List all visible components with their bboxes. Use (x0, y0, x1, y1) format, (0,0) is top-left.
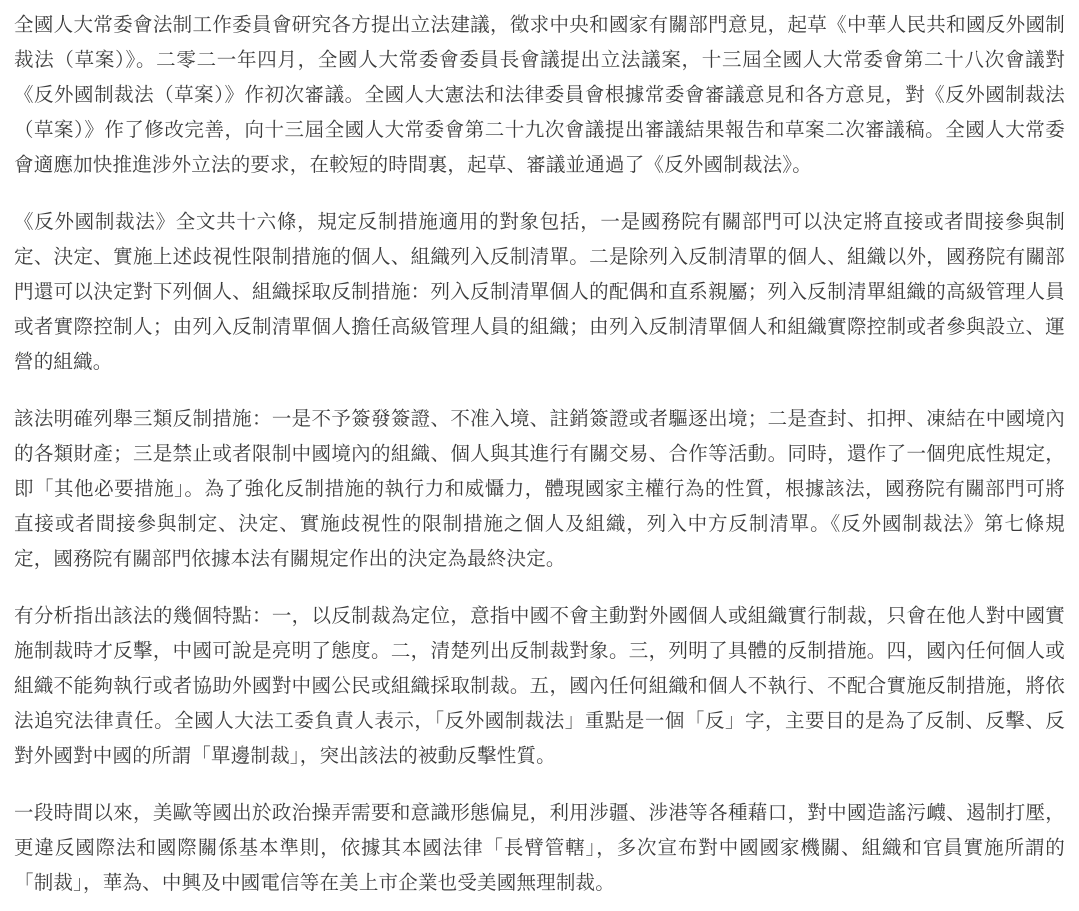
paragraph: 全國人大常委會法制工作委員會研究各方提出立法建議，徵求中央和國家有關部門意見，起草《中華人民共和國反外國制裁法（草案）》。二零二一年四月，全國人大常委會委員長會議提出立法議案，十三屆全國人大常委會第二十八次會議對《反外國制裁法（草案）》作初次審議。全國人大憲法和法律委員會根據常委會審議意見和各方意見，對《反外國制裁法（草案）》作了修改完善，向十三屆全國人大常委會第二十九次會議提出審議結果報告和草案二次審議稿。全國人大常委會適應加快推進涉外立法的要求，在較短的時間裏，起草、審議並通過了《反外國制裁法》。 (14, 15, 1065, 176)
paragraph: 該法明確列舉三類反制措施：一是不予簽發簽證、不准入境、註銷簽證或者驅逐出境；二是查封、扣押、凍結在中國境內的各類財產；三是禁止或者限制中國境內的組織、個人與其進行有關交易、合作等活動。同時，還作了一個兜底性規定，即「其他必要措施」。為了強化反制措施的執行力和威懾力，體現國家主權行為的性質，根據該法，國務院有關部門可將直接或者間接參與制定、決定、實施歧視性的限制措施之個人及組織，列入中方反制清單。《反外國制裁法》第七條規定，國務院有關部門依據本法有關規定作出的決定為最終決定。 (14, 409, 1065, 570)
paragraph: 有分析指出該法的幾個特點：一，以反制裁為定位，意指中國不會主動對外國個人或組織實行制裁，只會在他人對中國實施制裁時才反擊，中國可說是亮明了態度。二，清楚列出反制裁對象。三，列明了具體的反制措施。四，國內任何個人或組織不能夠執行或者協助外國對中國公民或組織採取制裁。五，國內任何組織和個人不執行、不配合實施反制措施，將依法追究法律責任。全國人大法工委負責人表示，「反外國制裁法」重點是一個「反」字，主要目的是為了反制、反擊、反對外國對中國的所謂「單邊制裁」，突出該法的被動反擊性質。 (14, 606, 1065, 767)
paragraph: 一段時間以來，美歐等國出於政治操弄需要和意識形態偏見，利用涉疆、涉港等各種藉口，對中國造謠污衊、遏制打壓，更違反國際法和國際關係基本準則，依據其本國法律「長臂管轄」，多次宣布對中國國家機關、組織和官員實施所謂的「制裁」，華為、中興及中國電信等在美上市企業也受美國無理制裁。 (14, 803, 1065, 894)
paragraph: 《反外國制裁法》全文共十六條，規定反制措施適用的對象包括，一是國務院有關部門可以決定將直接或者間接參與制定、決定、實施上述歧視性限制措施的個人、組織列入反制清單。二是除列入反制清單的個人、組織以外，國務院有關部門還可以決定對下列個人、組織採取反制措施：列入反制清單個人的配偶和直系親屬；列入反制清單組織的高級管理人員或者實際控制人；由列入反制清單個人擔任高級管理人員的組織；由列入反制清單個人和組織實際控制或者參與設立、運營的組織。 (14, 212, 1065, 373)
